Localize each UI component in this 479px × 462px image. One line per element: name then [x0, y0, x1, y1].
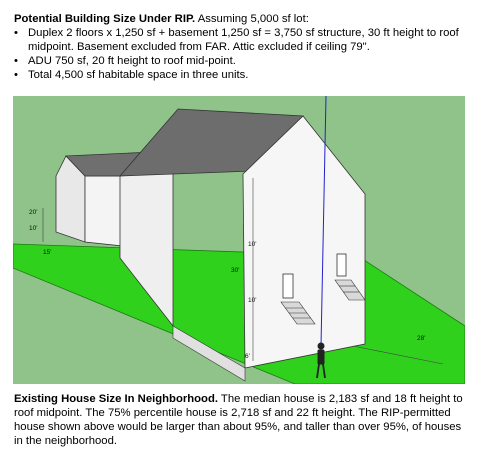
intro-title-line [14, 12, 472, 26]
bullet-total: • Total 4,500 sf habitable space in three units. [14, 68, 472, 82]
label-main-total: 30' [231, 267, 240, 274]
conclusion-heading: Existing House Size In Neighborhood. [14, 393, 218, 405]
label-adu-lower: 10' [29, 225, 38, 232]
intro-heading: Potential Building Size Under RIP. [14, 13, 196, 25]
duplex-door-left [283, 274, 293, 298]
label-main-upper: 10' [248, 241, 257, 248]
label-main-base: 6' [245, 353, 250, 360]
intro-section [14, 12, 472, 82]
intro-subheading: Assuming 5,000 sf lot: [195, 13, 309, 25]
bullet-adu: • ADU 750 sf, 20 ft height to roof mid-point. [14, 54, 472, 68]
bullet-duplex: • Duplex 2 floors x 1,250 sf + basement 1,250 sf = 3,750 sf structure, 30 ft height to roof midpoint. Basement excluded from FAR. Attic excluded if ceiling 79". [14, 26, 472, 54]
building-model-figure [13, 96, 465, 384]
label-adu-height: 20' [29, 209, 38, 216]
label-main-lower: 10' [248, 297, 257, 304]
conclusion-section [14, 392, 472, 448]
duplex-door-right [337, 254, 346, 276]
label-lot-depth: 28' [417, 335, 426, 342]
adu-front-wall [85, 176, 123, 246]
label-adu-base: 15' [43, 249, 52, 256]
conclusion-text: The median house is 2,183 sf and 18 ft height to roof midpoint. The 75% percentile house is 2,718 sf and 22 ft height. The RIP-permitted house shown above would be larger than about 95%, and taller than over 95%, of houses in the neighborhood. [14, 393, 463, 447]
intro-bullet-list [14, 26, 472, 82]
